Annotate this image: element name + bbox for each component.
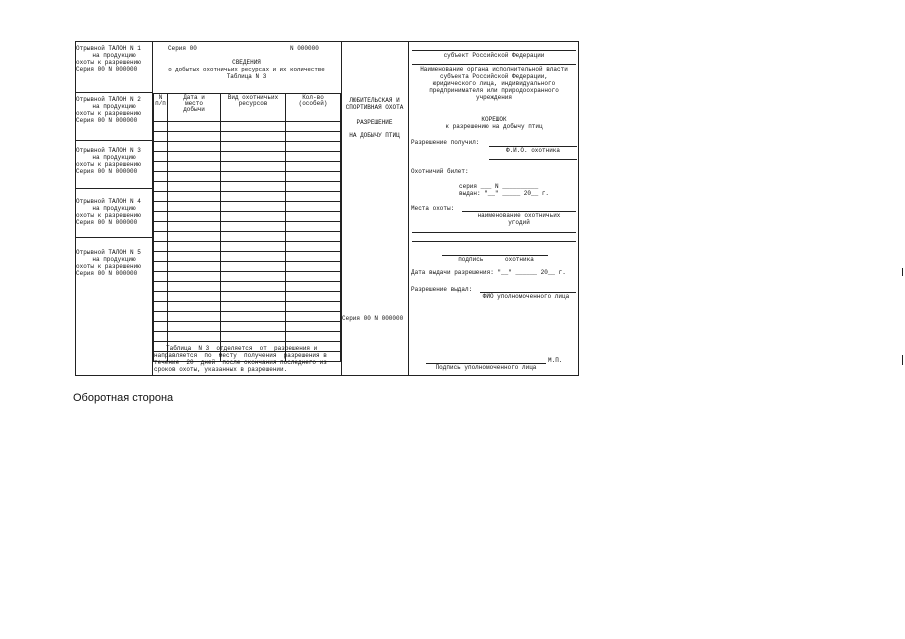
official-signature-label: Подпись уполномоченного лица [435,364,537,371]
table-row [154,292,341,302]
harvest-table-body [154,122,341,362]
table-cell [154,272,168,282]
table-number: N 000000 [290,45,319,52]
stub-separator [76,237,152,238]
table-cell [286,212,341,222]
coupon-stub-5 [76,249,152,277]
permit-series: Серия 00 N 000000 [342,315,404,322]
stub-line: охоты к разрешению [76,59,141,66]
table-cell [221,162,286,172]
table-cell [168,172,221,182]
hunting-ticket-label: Охотничий билет: [411,168,469,175]
table-cell [154,232,168,242]
hunting-places-label: Места охоты: [411,205,455,212]
table-cell [286,222,341,232]
table-cell [154,202,168,212]
coupon-stub-3 [76,147,152,175]
stub-line: охоты к разрешению [76,161,141,168]
table-cell [154,162,168,172]
authority-line: Наименование органа исполнительной власти [420,66,568,73]
table-row [154,332,341,342]
stub-line: на продукцию [92,52,136,59]
table-cell [154,132,168,142]
table-cell [221,282,286,292]
table-cell [221,332,286,342]
table-row [154,192,341,202]
grounds-label-1: наименование охотничьих [477,212,561,219]
table-cell [168,212,221,222]
grounds-label-2: угодий [508,219,530,226]
table-cell [154,252,168,262]
stub-line: на продукцию [92,256,136,263]
col-quantity: Кол-во (особей) [286,94,341,122]
table-cell [221,202,286,212]
stub-series: Серия 00 N 000000 [76,270,138,277]
table-cell [286,192,341,202]
table-cell [286,262,341,272]
table-cell [168,322,221,332]
table-row [154,122,341,132]
col-number: N п/п [154,94,168,122]
table-row [154,222,341,232]
table-cell [221,252,286,262]
table-cell [154,312,168,322]
table-cell [168,142,221,152]
stub-separator [76,92,152,93]
table-cell [168,252,221,262]
table-cell [154,222,168,232]
stub-line: на продукцию [92,205,136,212]
col-species: Вид охотничьих ресурсов [221,94,286,122]
table-row [154,272,341,282]
table-cell [168,132,221,142]
issued-by-label: Разрешение выдал: [411,286,473,293]
table-row [154,142,341,152]
table-cell [168,282,221,292]
harvest-table [153,93,341,362]
blank-line [489,159,577,160]
table-cell [221,172,286,182]
hunter-signature-label: подпись охотника [458,256,534,263]
stub-series: Серия 00 N 000000 [76,66,138,73]
table-cell [286,142,341,152]
table-cell [168,192,221,202]
table-cell [154,122,168,132]
table-cell [286,302,341,312]
stub-line: охоты к разрешению [76,110,141,117]
permit-subtitle: НА ДОБЫЧУ ПТИЦ [349,132,400,139]
table-cell [221,212,286,222]
stub-title: Отрывной ТАЛОН N 5 [76,249,141,256]
stub-line: на продукцию [92,154,136,161]
table-cell [221,232,286,242]
table-cell [286,232,341,242]
stub-title: Отрывной ТАЛОН N 4 [76,198,141,205]
table-cell [221,302,286,312]
table-cell [154,212,168,222]
table-cell [286,292,341,302]
table-note: направляется по месту получения разрешения в [154,352,327,359]
received-label: Разрешение получил: [411,139,480,146]
table-cell [154,332,168,342]
table-cell [221,122,286,132]
coupon-stub-1 [76,45,152,73]
official-fio-label: ФИО уполномоченного лица [482,293,570,300]
table-row [154,182,341,192]
table-cell [286,182,341,192]
table-cell [154,142,168,152]
table-row [154,202,341,212]
table-row [154,312,341,322]
table-cell [286,332,341,342]
table-row [154,152,341,162]
table-cell [221,312,286,322]
table-label: Таблица N 3 [226,73,267,80]
table-cell [221,182,286,192]
stub-series: Серия 00 N 000000 [76,168,138,175]
table-cell [221,262,286,272]
table-cell [286,132,341,142]
scan-mark [902,355,903,365]
table-row [154,302,341,312]
table-cell [221,322,286,332]
table-cell [168,232,221,242]
table-note: сроков охоты, указанных в разрешении. [154,366,288,373]
table-cell [154,302,168,312]
table-cell [286,162,341,172]
table-cell [154,322,168,332]
table-cell [221,132,286,142]
table-row [154,252,341,262]
table-cell [168,152,221,162]
table-series: Серия 00 [168,45,197,52]
table-cell [286,172,341,182]
table-cell [154,262,168,272]
table-note: Таблица N 3 отделяется от разрешения и [166,345,318,352]
table-row [154,282,341,292]
stub-line: на продукцию [92,103,136,110]
table-row [154,212,341,222]
table-cell [168,222,221,232]
stub-separator [76,140,152,141]
blank-line [412,50,576,51]
table-cell [286,322,341,332]
col-date-place: Дата и место добычи [168,94,221,122]
stub-subtitle: к разрешению на добычу птиц [445,123,543,130]
stub-series: Серия 00 N 000000 [76,219,138,226]
table-cell [286,282,341,292]
table-cell [221,152,286,162]
issue-date: Дата выдачи разрешения: "__" ______ 20__ г. [411,269,566,276]
table-cell [168,162,221,172]
ticket-issued: выдан: "__" _____ 20__ г. [459,190,550,197]
stub-line: охоты к разрешению [76,263,141,270]
table-cell [168,312,221,322]
table-row [154,232,341,242]
table-cell [168,202,221,212]
table-cell [168,332,221,342]
table-row [154,322,341,332]
table-cell [286,252,341,262]
divider-table [341,42,342,375]
table-cell [154,242,168,252]
blank-line [412,64,576,65]
ticket-series: серия ___ N __________ [459,183,539,190]
table-row [154,162,341,172]
table-cell [221,292,286,302]
table-subtitle: о добытых охотничьих ресурсах и их количестве [168,66,325,73]
stub-line: охоты к разрешению [76,212,141,219]
table-cell [221,242,286,252]
table-row [154,132,341,142]
authority-line: юридического лица, индивидуального [432,80,556,87]
authority-line: предпринимателя или природоохранного [429,87,559,94]
table-cell [168,272,221,282]
coupon-stub-2 [76,96,152,124]
table-cell [221,222,286,232]
permit-title: РАЗРЕШЕНИЕ [356,119,393,126]
table-cell [168,242,221,252]
table-cell [168,302,221,312]
stub-title: КОРЕШОК [481,116,507,123]
table-cell [168,292,221,302]
table-cell [221,272,286,282]
table-cell [221,192,286,202]
table-cell [168,182,221,192]
table-title: СВЕДЕНИЯ [232,59,261,66]
stub-title: Отрывной ТАЛОН N 3 [76,147,141,154]
stub-series: Серия 00 N 000000 [76,117,138,124]
table-cell [286,312,341,322]
table-cell [286,202,341,212]
table-cell [221,142,286,152]
table-cell [286,242,341,252]
table-note: течение 20 дней после окончания последнего из [154,359,327,366]
table-cell [286,152,341,162]
authority-line: субъекта Российской Федерации, [439,73,549,80]
coupon-stub-4 [76,198,152,226]
hunter-fio-label: Ф.И.О. охотника [505,147,560,154]
hunting-type-line1: ЛЮБИТЕЛЬСКАЯ И [349,97,400,104]
table-cell [168,262,221,272]
table-cell [154,192,168,202]
stamp-place: М.П. [548,357,563,364]
stub-title: Отрывной ТАЛОН N 1 [76,45,141,52]
subject-label: субъект Российской Федерации [443,52,545,59]
table-cell [154,282,168,292]
table-cell [168,122,221,132]
table-cell [286,122,341,132]
stub-title: Отрывной ТАЛОН N 2 [76,96,141,103]
table-row [154,242,341,252]
authority-line: учреждения [475,94,512,101]
permit-form [75,41,579,376]
blank-line [412,232,576,233]
table-row [154,172,341,182]
table-cell [154,172,168,182]
scan-mark [902,268,903,276]
table-cell [154,292,168,302]
hunting-type-line2: СПОРТИВНАЯ ОХОТА [345,104,404,111]
table-row [154,262,341,272]
page-caption: Оборотная сторона [73,392,174,404]
table-cell [154,182,168,192]
table-cell [154,152,168,162]
stub-separator [76,188,152,189]
table-cell [286,272,341,282]
blank-line [412,241,576,242]
